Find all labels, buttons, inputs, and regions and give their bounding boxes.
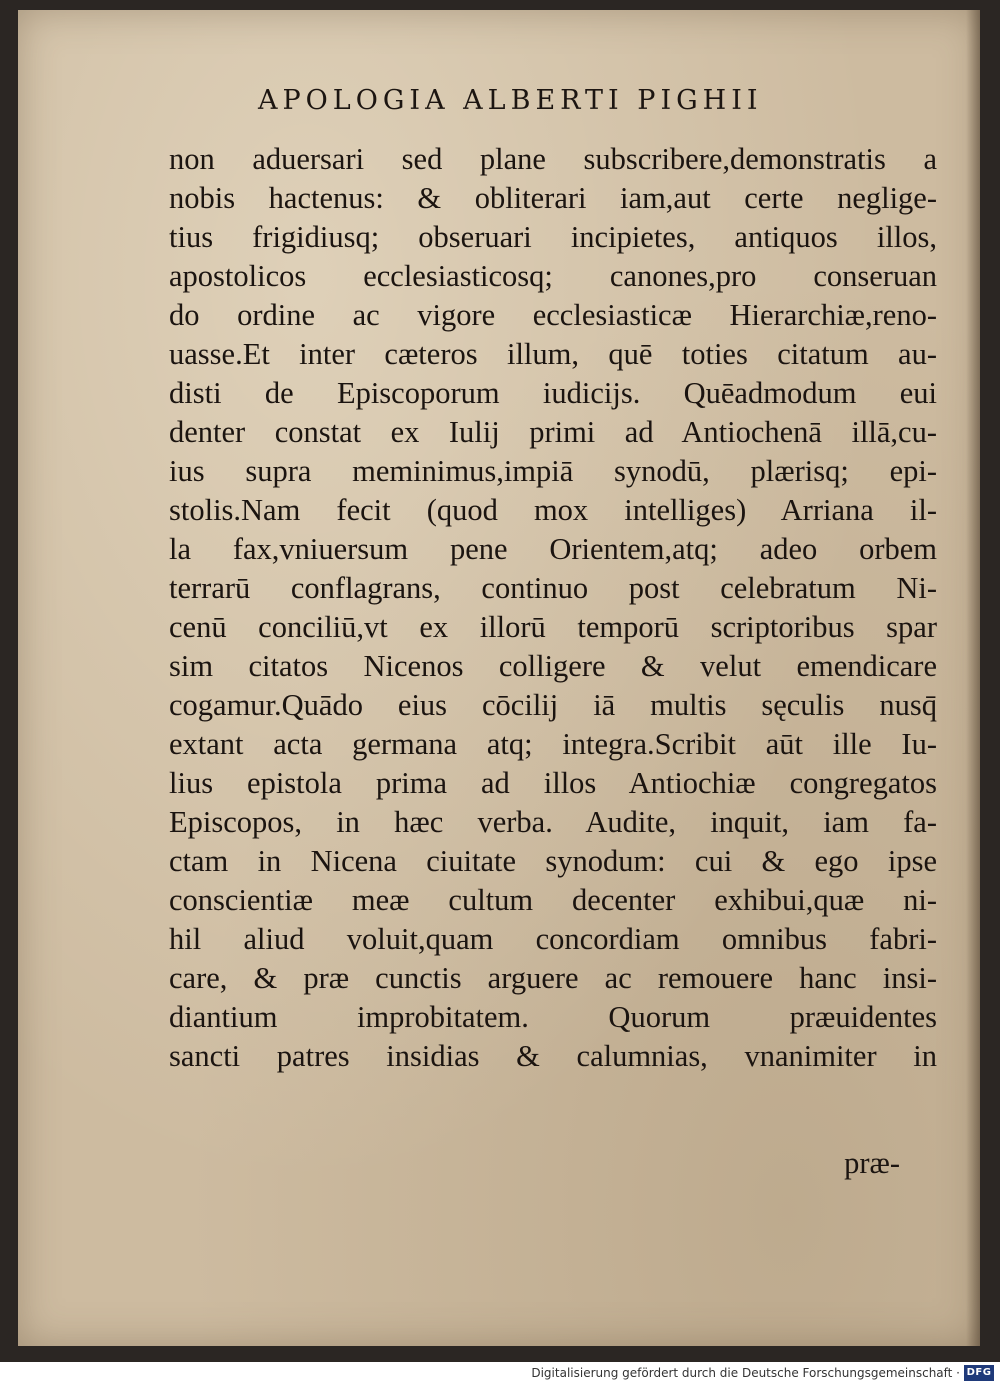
text-line: do ordine ac vigore ecclesiasticæ Hierarchiæ,reno-	[169, 298, 937, 332]
footer-bar	[0, 1362, 1000, 1386]
text-line: diantium improbitatem. Quorum præuidentes	[169, 1000, 937, 1034]
text-line: ctam in Nicena ciuitate synodum: cui & ego ipse	[169, 844, 937, 878]
text-line: extant acta germana atq; integra.Scribit aūt ille Iu-	[169, 727, 937, 761]
text-line: sim citatos Nicenos colligere & velut emendicare	[169, 649, 937, 683]
text-line: hil aliud voluit,quam concordiam omnibus fabri-	[169, 922, 937, 956]
text-line: conscientiæ meæ cultum decenter exhibui,quæ ni-	[169, 883, 937, 917]
catchword: præ-	[844, 1146, 900, 1180]
text-line: ius supra meminimus,impiā synodū, plærisq; epi-	[169, 454, 937, 488]
text-block	[169, 140, 937, 1076]
text-line: Episcopos, in hæc verba. Audite, inquit, iam fa-	[169, 805, 937, 839]
text-line: non aduersari sed plane subscribere,demonstratis a	[169, 142, 937, 176]
text-line: la fax,vniuersum pene Orientem,atq; adeo orbem	[169, 532, 937, 566]
text-line: terrarū conflagrans, continuo post celebratum Ni-	[169, 571, 937, 605]
text-line: denter constat ex Iulij primi ad Antiochenā illā,cu-	[169, 415, 937, 449]
text-line: lius epistola prima ad illos Antiochiæ congregatos	[169, 766, 937, 800]
text-line: care, & præ cunctis arguere ac remouere hanc insi-	[169, 961, 937, 995]
book-page	[18, 10, 980, 1346]
footer-credit: Digitalisierung gefördert durch die Deutsche Forschungsgemeinschaft ·	[531, 1366, 960, 1380]
text-line: cogamur.Quādo eius cōcilij iā multis sęculis nusq̄	[169, 688, 937, 722]
dfg-logo-icon: DFG	[964, 1365, 994, 1381]
text-line: stolis.Nam fecit (quod mox intelliges) Arriana il-	[169, 493, 937, 527]
text-line: sancti patres insidias & calumnias, vnanimiter in	[169, 1039, 937, 1073]
text-line: apostolicos ecclesiasticosq; canones,pro conseruan	[169, 259, 937, 293]
text-line: cenū conciliū,vt ex illorū temporū scriptoribus spar	[169, 610, 937, 644]
text-line: nobis hactenus: & obliterari iam,aut certe neglige-	[169, 181, 937, 215]
text-line: disti de Episcoporum iudicijs. Quēadmodum eui	[169, 376, 937, 410]
running-head: APOLOGIA ALBERTI PIGHII	[258, 85, 763, 116]
page-edge-shadow	[966, 10, 980, 1346]
text-line: tius frigidiusq; obseruari incipietes, antiquos illos,	[169, 220, 937, 254]
text-line: uasse.Et inter cæteros illum, quē toties citatum au-	[169, 337, 937, 371]
